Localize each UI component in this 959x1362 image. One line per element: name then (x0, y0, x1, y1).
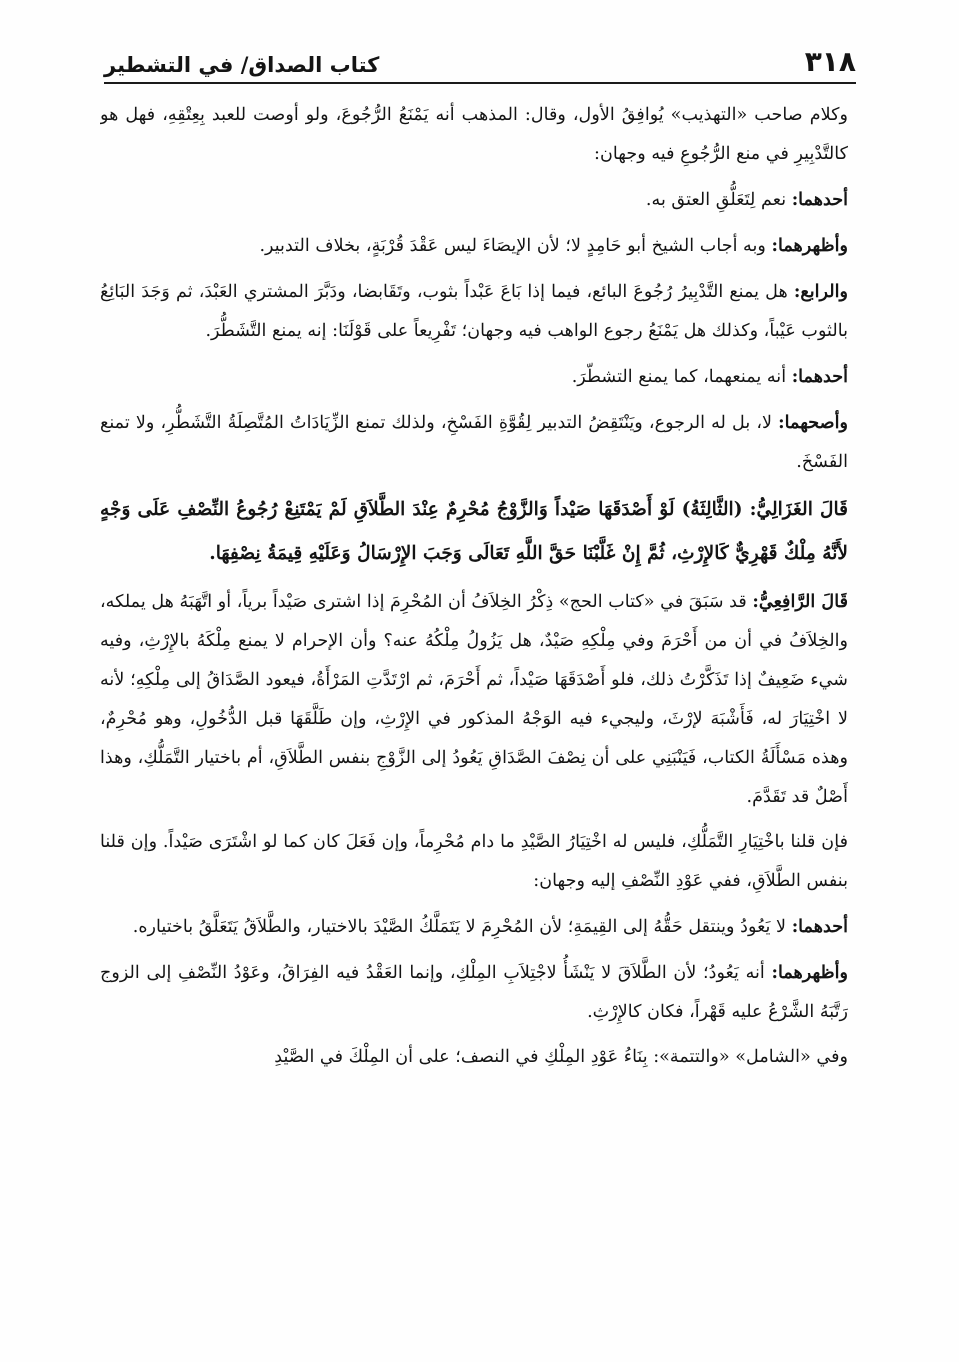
paragraph-lead: وأظهرهما: (771, 962, 848, 983)
paragraph (100, 953, 848, 1032)
paragraph-lead: أحدهما: (791, 189, 848, 210)
paragraph (100, 823, 848, 901)
paragraph-text: وكلام صاحب «التهذيب» يُوافِقُ الأول، وقال: المذهب أنه يَمْنَعُ الرُّجُوعَ، ولو أوصت للعبد بِعِتْقِهِ، فهل هو كالتَّدْبِيرِ في منع الرُّجُوعِ فيه وجهان: (100, 105, 848, 164)
quoted-matn (100, 488, 848, 576)
paragraph-lead: قَالَ الرَّافِعِيُّ: (752, 591, 848, 612)
paragraph-lead: أحدهما: (791, 916, 848, 937)
quote-lead: قَالَ الغَزَالِيُّ: (749, 499, 848, 520)
paragraph (100, 180, 848, 220)
page-header (104, 36, 856, 84)
paragraph (100, 96, 848, 174)
paragraph-text: قد سَبَقَ في «كتاب الحج» ذِكْرُ الخِلاَفُ أن المُحْرِمَ إذا اشترى صَيْداً برياً، أو اتَّهَبَهُ هل يملكه، والخِلاَفُ في أن من أَحْرَمَ وفي مِلْكِهِ صَيْدٌ، هل يَزُولُ مِلْكُهُ عنه؟ وأن الإحرام لا يمنع مِلْكَهُ بالإِرْثِ، وفيه شيء ضَعِيفٌ إذا تَذَكَّرْتُ ذلك، فلو أَصْدَقَهَا صَيْداً، ثم أَحْرَمَ، ثم ارْتَدَّتِ المَرْأَةُ، فيعود الصَّدَاقُ إلى مِلْكِهِ؛ لأنه لا اخْتِيَارَ له، فَأَشْبَهَ لإرْثَ، وليجيء فيه الوَجْهُ المذكور في الإِرْثِ، وإن طَلَّقَهَا قبل الدُّخُولِ، وهو مُحْرِمٌ، وهذه مَسْأَلَةُ الكتاب، فَيَنْبَنِي على أن نِصْفَ الصَّدَاقِ يَعُودُ إلى الزَّوْجِ بنفس الطَّلاَقِ، أم باختيار التَّمَلُّكِ، وهذا أَصْلٌ قد تَقَدَّمَ. (100, 592, 848, 807)
page-number: ٣١٨ (804, 45, 856, 78)
paragraph-lead: والرابع: (793, 281, 848, 302)
paragraph (100, 272, 848, 351)
paragraph-text: وبه أجاب الشيخ أبو حَامِدٍ لا؛ لأن الإيصَاءَ ليس عَقْدَ قُرْبَةٍ، بخلاف التدبير. (259, 236, 772, 256)
paragraph-text: أنه يَعُودُ؛ لأن الطَّلاَقَ لا يَنْشَأُ لاجْتِلاَبِ المِلْكِ، وإنما العَقْدُ فيه الفِرَاقُ، وعَوْدُ النِّصْفِ إلى الزوج رَتَّبَهُ الشَّرْعُ عليه قَهْراً، فكان كالإِرْثِ. (100, 963, 848, 1022)
paragraph (100, 403, 848, 482)
paragraph (100, 907, 848, 947)
paragraph-lead: أحدهما: (791, 366, 848, 387)
running-title: كتاب الصداق/ في التشطير (104, 53, 380, 77)
paragraph (100, 357, 848, 397)
paragraph (100, 582, 848, 817)
paragraph-text: لا، بل له الرجوع، ويَنْتَقِضُ التدبير لِقُوَّةِ الفَسْخِ، ولذلك تمنع الزِّيَادَاتُ المُتَّصِلَةُ التَّشَطُّرِ، ولا تمنع الفَسْخَ. (100, 413, 848, 472)
paragraph-text: هل يمنع التَّدْبِيرُ رُجُوعَ البائع، فيما إذا بَاعَ عَبْداً بثوب، وتَقَابضا، ودَبَّرَ المشتري العَبْدَ، ثم وَجَدَ البَائِعُ بالثوب عَيْباً، وكذلك هل يَمْنَعُ رجوع الواهب فيه وجهان؛ تَفْرِيعاً على قَوْلَنَا: إنه يمنع التَّشَطُّرَ. (100, 282, 848, 341)
paragraph-text: وفي «الشامل» «والتتمة»: بِنَاءُ عَوْدِ المِلْكِ في النصف؛ على أن المِلْكَ في الصَّيْدِ (274, 1047, 848, 1067)
paragraph-text: أنه يمنعهما، كما يمنع التشطّرَ. (571, 367, 792, 387)
paragraph-lead: وأصحهما: (778, 412, 848, 433)
paragraph-text: لا يَعُودُ وينتقل حَقُّهُ إلى القِيمَةِ؛ لأن المُحْرِمَ لا يَتَمَلَّكُ الصَّيْدَ بالاختيار، والطَّلاَقُ يَتَعَلَّقُ باختياره. (132, 917, 792, 937)
paragraph-lead: وأظهرهما: (771, 235, 848, 256)
quote-text: (الثَّالِثَةُ) لَوْ أَصْدَقَهَا صَيْداً وَالزَّوْجُ مُحْرِمٌ عِنْدَ الطَّلاَقِ لَمْ يَمْتَنِعْ رُجُوعُ النِّصْفِ عَلَى وَجْهٍ لأَنَّهُ مِلْكٌ قَهْرِيٌّ كَالإِرْثِ، ثُمَّ إِنْ غَلَّبْنَا حَقَّ اللَّهِ تَعَالَى وَجَبَ الإِرْسَالُ وَعَلَيْهِ قِيمَةُ نِصْفِهَا. (100, 499, 848, 564)
paragraph (100, 1038, 848, 1077)
paragraph-text: نعم لِتَعَلُّقِ العتق به. (645, 190, 792, 210)
paragraph (100, 226, 848, 266)
paragraph-text: فإن قلنا باخْتِيَارِ التَّمَلُّكِ، فليس له اخْتِيَارُ الصَّيْدِ ما دام مُحْرِماً، وإن فَعَلَ كان كما لو اشْتَرَى صَيْداً. وإن قلنا بنفس الطَّلاَقِ، ففي عَوْدِ النِّصْفِ إليه وجهان: (100, 832, 848, 891)
page-body (100, 96, 848, 1346)
